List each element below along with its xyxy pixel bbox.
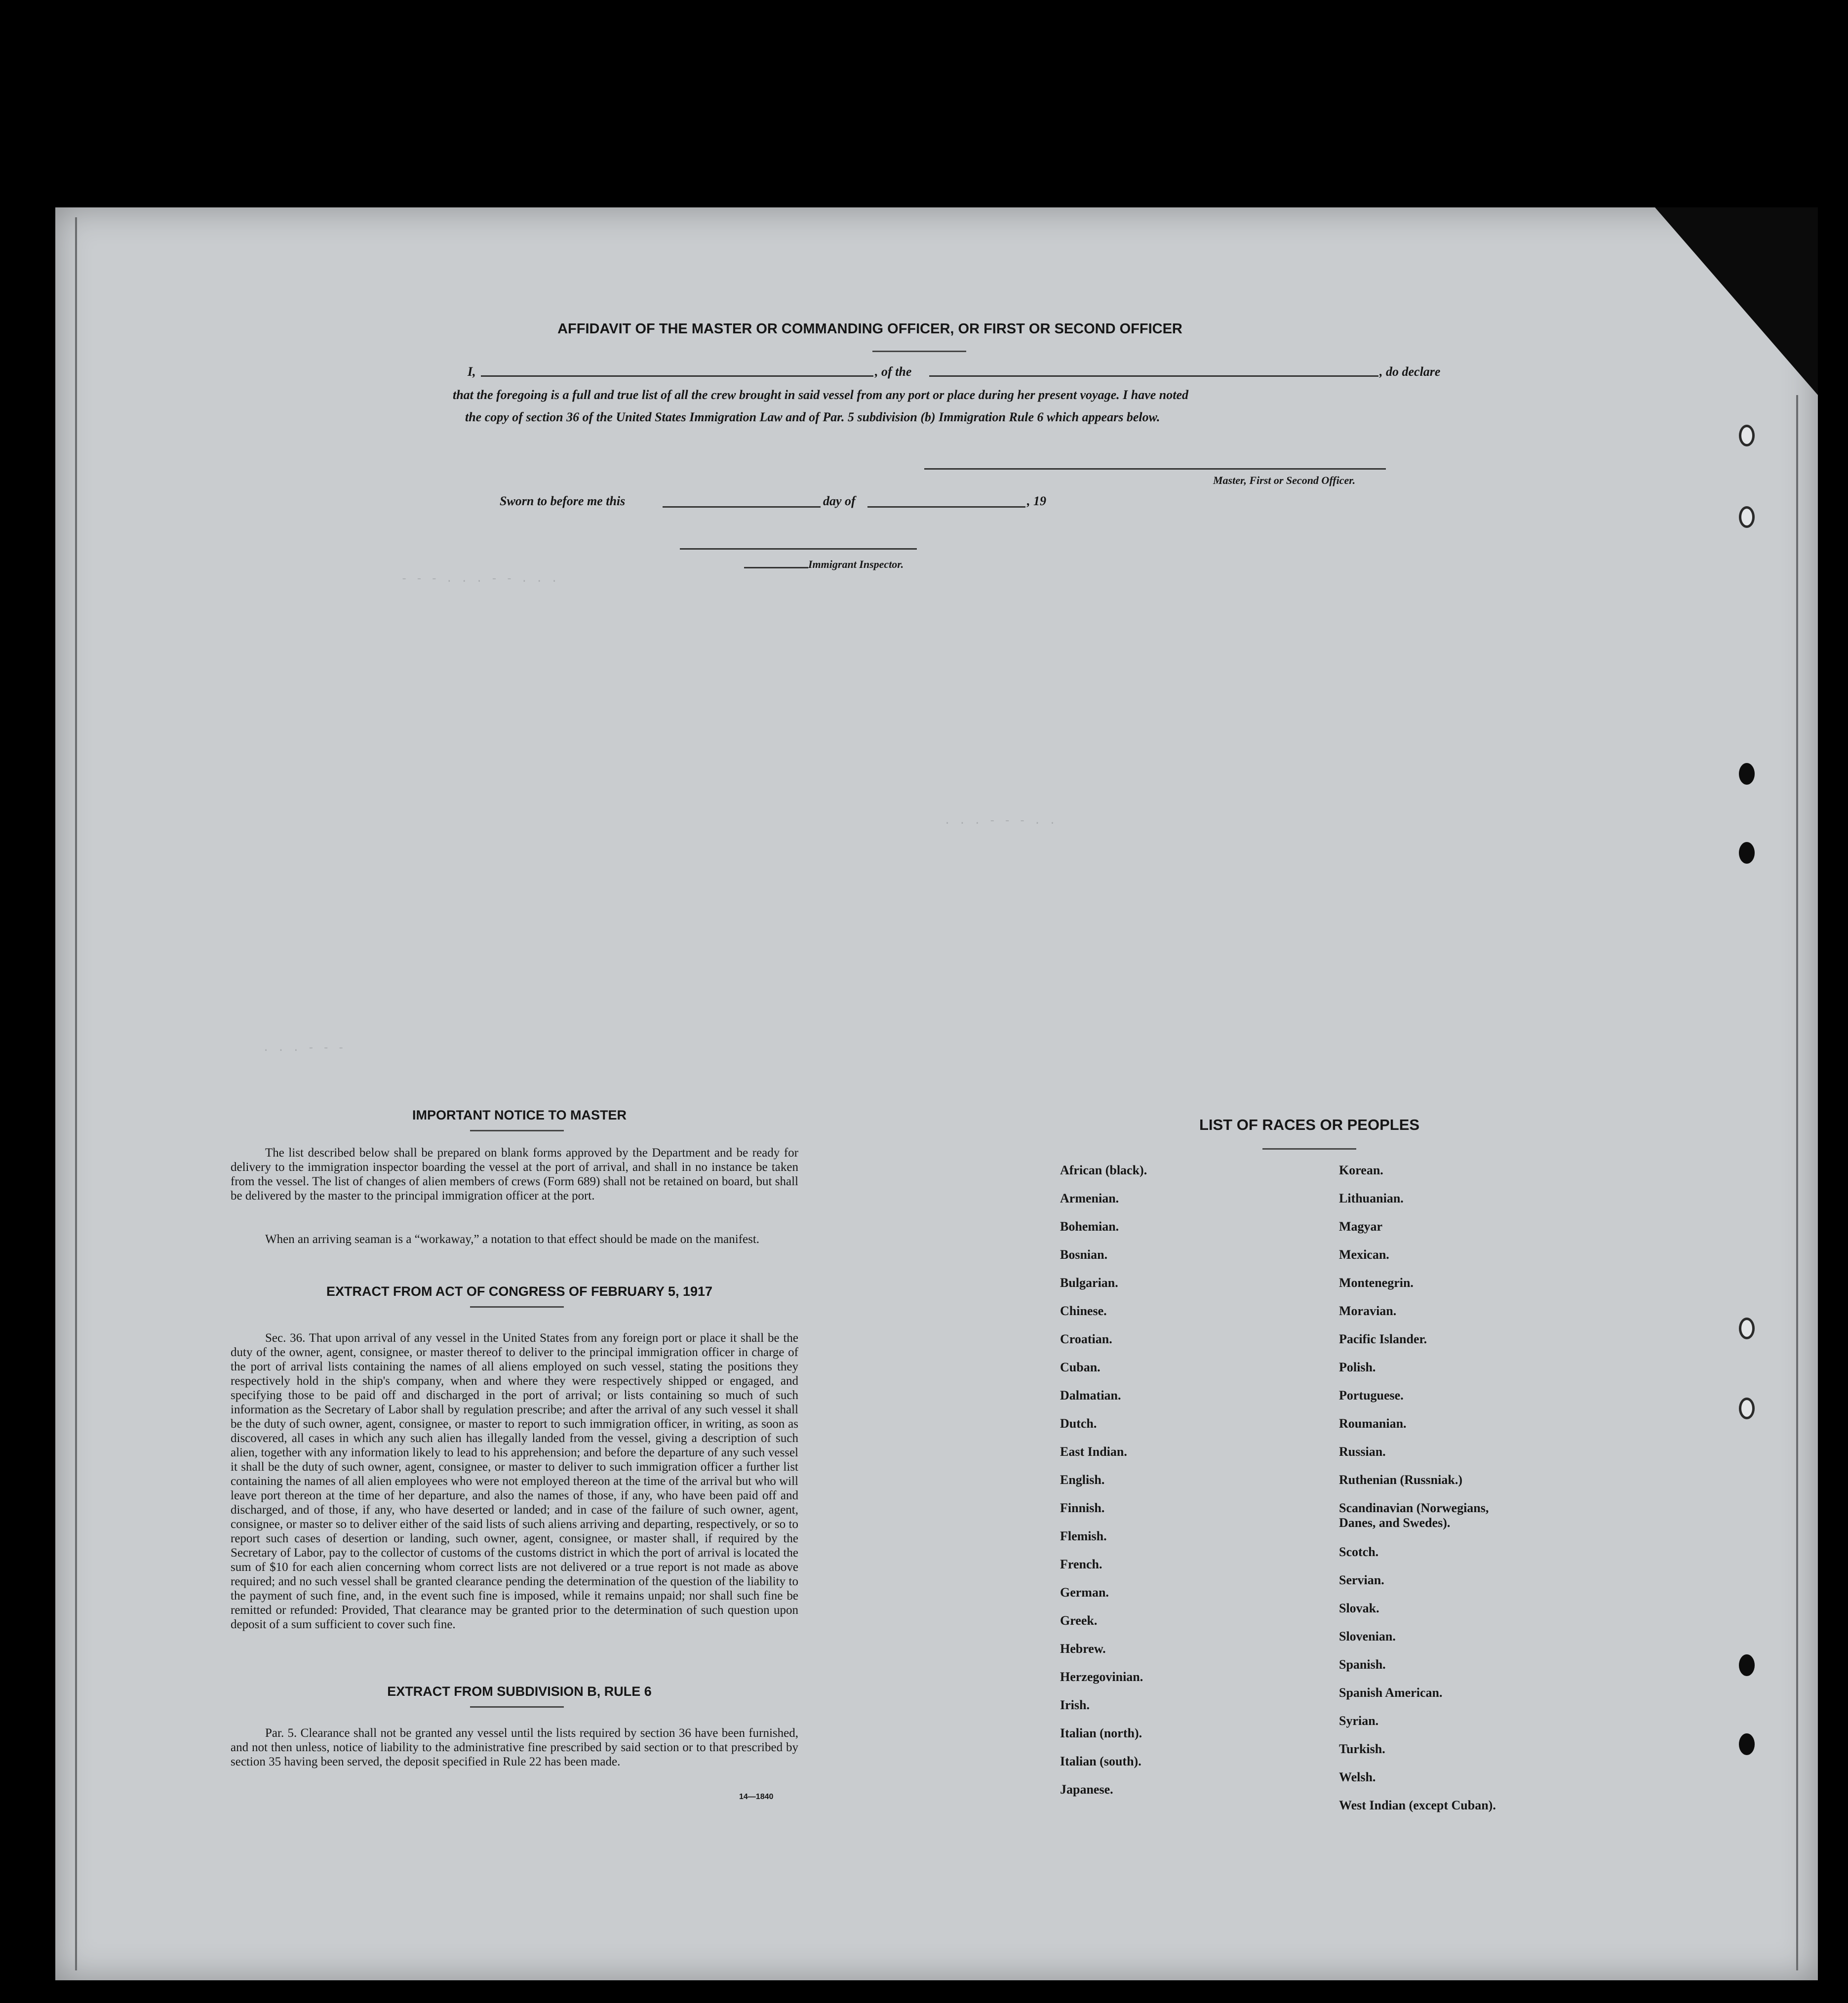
race-item: Syrian. [1339,1714,1379,1728]
sworn-year: , 19 [1027,494,1046,508]
race-item: German. [1060,1585,1109,1600]
race-item: Scotch. [1339,1545,1379,1559]
race-item: Russian. [1339,1444,1386,1459]
race-item: Japanese. [1060,1782,1113,1797]
notice-paragraph: When an arriving seaman is a “workaway,” a notation to that effect should be made on the manifest. [265,1233,760,1246]
race-item: Greek. [1060,1613,1098,1628]
sworn-day-of: day of [823,494,856,508]
punch-hole [1739,1318,1755,1339]
affidavit-i: I, [468,364,476,379]
affiant-name-line [481,375,873,377]
race-item: Spanish. [1339,1657,1386,1672]
race-item: Slovak. [1339,1601,1379,1615]
race-item: Ruthenian (Russniak.) [1339,1473,1462,1487]
race-item: Dutch. [1060,1416,1097,1431]
race-item: East Indian. [1060,1444,1127,1459]
extract-act-divider [470,1306,564,1308]
punch-hole [1739,842,1755,864]
extract-rule-title: EXTRACT FROM SUBDIVISION B, RULE 6 [387,1684,652,1699]
race-item: Irish. [1060,1698,1090,1712]
page-edge-right [1796,395,1798,1970]
folded-corner [1655,207,1818,395]
page-edge-left [75,217,77,1970]
sworn-statement: Sworn to before me this [500,494,626,508]
punch-hole [1739,506,1755,528]
inspector-dash [744,567,808,568]
race-item: Herzegovinian. [1060,1670,1143,1684]
race-item: Portuguese. [1339,1388,1404,1402]
form-number: 14—1840 [739,1793,774,1801]
race-item: Moravian. [1339,1304,1397,1318]
race-item: Scandinavian (Norwegians, Danes, and Swedes). [1339,1501,1489,1530]
race-item: Lithuanian. [1339,1191,1404,1205]
punch-hole [1739,425,1755,446]
race-item: Italian (north). [1060,1726,1142,1740]
extract-rule-divider [470,1706,564,1708]
race-item: Pacific Islander. [1339,1332,1427,1346]
race-item: West Indian (except Cuban). [1339,1798,1496,1812]
race-item: Dalmatian. [1060,1388,1121,1402]
races-title: LIST OF RACES OR PEOPLES [1199,1116,1420,1133]
notice-paragraph: The list described below shall be prepared on blank forms approved by the Department and be ready for delivery to the immigration inspector boarding the vessel at the port of arrival, and shall in no instance be taken from the vessel. The list of changes of alien members of crews (Form 689) shall not be retained on board, but shall be delivered by the master to the principal immigration officer at the port. [231,1146,798,1202]
sworn-day-line [663,506,821,508]
punch-hole [1739,763,1755,785]
race-item: Turkish. [1339,1742,1385,1756]
race-item: Korean. [1339,1163,1383,1177]
race-item: Servian. [1339,1573,1384,1587]
inspector-label: Immigrant Inspector. [808,558,904,570]
race-item: Armenian. [1060,1191,1119,1205]
race-item: Spanish American. [1339,1685,1443,1700]
race-item: Bulgarian. [1060,1276,1118,1290]
notice-divider [470,1130,564,1131]
race-item: French. [1060,1557,1102,1571]
affidavit-declaration-line: the copy of section 36 of the United States Immigration Law and of Par. 5 subdivision (b) Immigration Rule 6 which appears below. [465,410,1160,424]
race-item: Mexican. [1339,1247,1389,1262]
race-item: Chinese. [1060,1304,1107,1318]
race-item: English. [1060,1473,1105,1487]
race-item: Bohemian. [1060,1219,1119,1234]
notice-title: IMPORTANT NOTICE TO MASTER [412,1108,627,1122]
document-page [55,207,1818,1980]
affidavit-declaration-line: that the foregoing is a full and true list of all the crew brought in said vessel from any port or place during her present voyage. I have noted [453,388,1189,402]
bleed-through-text: . . . - - - . . [944,815,1057,827]
race-item: Polish. [1339,1360,1376,1374]
punch-hole [1739,1733,1755,1755]
rule-6-text: Par. 5. Clearance shall not be granted any vessel until the lists required by section 36 have been furnished, and not then unless, notice of liability to the administrative fine prescribed by said section or to that prescribed by section 35 having been served, the deposit specified in Rule 22 has been made. [231,1726,798,1768]
extract-act-title: EXTRACT FROM ACT OF CONGRESS OF FEBRUARY 5, 1917 [326,1284,713,1299]
affidavit-do-declare: , do declare [1379,364,1441,379]
section-36-text: Sec. 36. That upon arrival of any vessel in the United States from any foreign port or place it shall be the duty of the owner, agent, consignee, or master thereof to deliver to the principal immigration officer in charge of the port of arrival lists containing the names of all aliens employed on such vessel, stating the positions they respectively hold in the ship's company, when and where they were respectively shipped or engaged, and specifying those to be paid off and discharged in the port of arrival; or lists containing so much of such information as the Secretary of Labor shall by regulation prescribe; and after the arrival of any such vessel it shall be the duty of such owner, agent, consignee, or master to report to such immigration officer, in writing, as soon as discovered, all cases in which any such alien has illegally landed from the vessel, giving a description of such alien, together with any information likely to lead to his apprehension; and before the departure of any such vessel it shall be the duty of such owner, agent, consignee, or master to deliver to such immigration officer a further list containing the names of all alien employees who were not employed thereon at the time of the arrival but who will leave port thereon at the time of her departure, and also the names of those, if any, who have been paid off and discharged, and of those, if any, who have deserted or landed; and in case of the failure of such owner, agent, consignee, or master so to deliver either of the said lists of such aliens arriving and departing, respectively, or so to report such cases of desertion or landing, such owner, agent, consignee, or master shall, if required by the Secretary of Labor, pay to the collector of customs of the customs district in which the port of arrival is located the sum of $10 for each alien concerning whom correct lists are not delivered or a true report is not made as above required; and no such vessel shall be granted clearance pending the determination of the question of the liability to the payment of such fine, and, in the event such fine is imposed, while it remains unpaid; nor shall such fine be remitted or refunded: Provided, That clearance may be granted prior to the determination of such question upon deposit of a sum sufficient to cover such fine. [231,1331,798,1631]
affidavit-of-the: , of the [875,364,912,379]
race-item: Flemish. [1060,1529,1107,1543]
race-item: Italian (south). [1060,1754,1141,1768]
race-item: Cuban. [1060,1360,1101,1374]
title-divider [872,351,966,352]
bleed-through-text: . . . - - - [263,1042,346,1054]
race-item: Magyar [1339,1219,1383,1234]
races-divider [1262,1148,1356,1150]
race-item: Finnish. [1060,1501,1105,1515]
race-item: Croatian. [1060,1332,1112,1346]
race-item: Slovenian. [1339,1629,1396,1643]
vessel-name-line [929,375,1378,377]
inspector-signature-line [680,548,917,550]
sworn-month-line [867,506,1025,508]
punch-hole [1739,1398,1755,1419]
signature-line [924,468,1386,470]
race-item: African (black). [1060,1163,1147,1177]
race-item: Roumanian. [1339,1416,1407,1431]
race-item: Hebrew. [1060,1642,1106,1656]
affidavit-title: AFFIDAVIT OF THE MASTER OR COMMANDING OFFICER, OR FIRST OR SECOND OFFICER [557,321,1182,337]
punch-hole [1739,1654,1755,1676]
race-item: Welsh. [1339,1770,1376,1784]
bleed-through-text: - - - . . . - - . . . [401,573,559,585]
race-item: Bosnian. [1060,1247,1108,1262]
signature-label: Master, First or Second Officer. [1213,474,1356,486]
race-item: Montenegrin. [1339,1276,1414,1290]
